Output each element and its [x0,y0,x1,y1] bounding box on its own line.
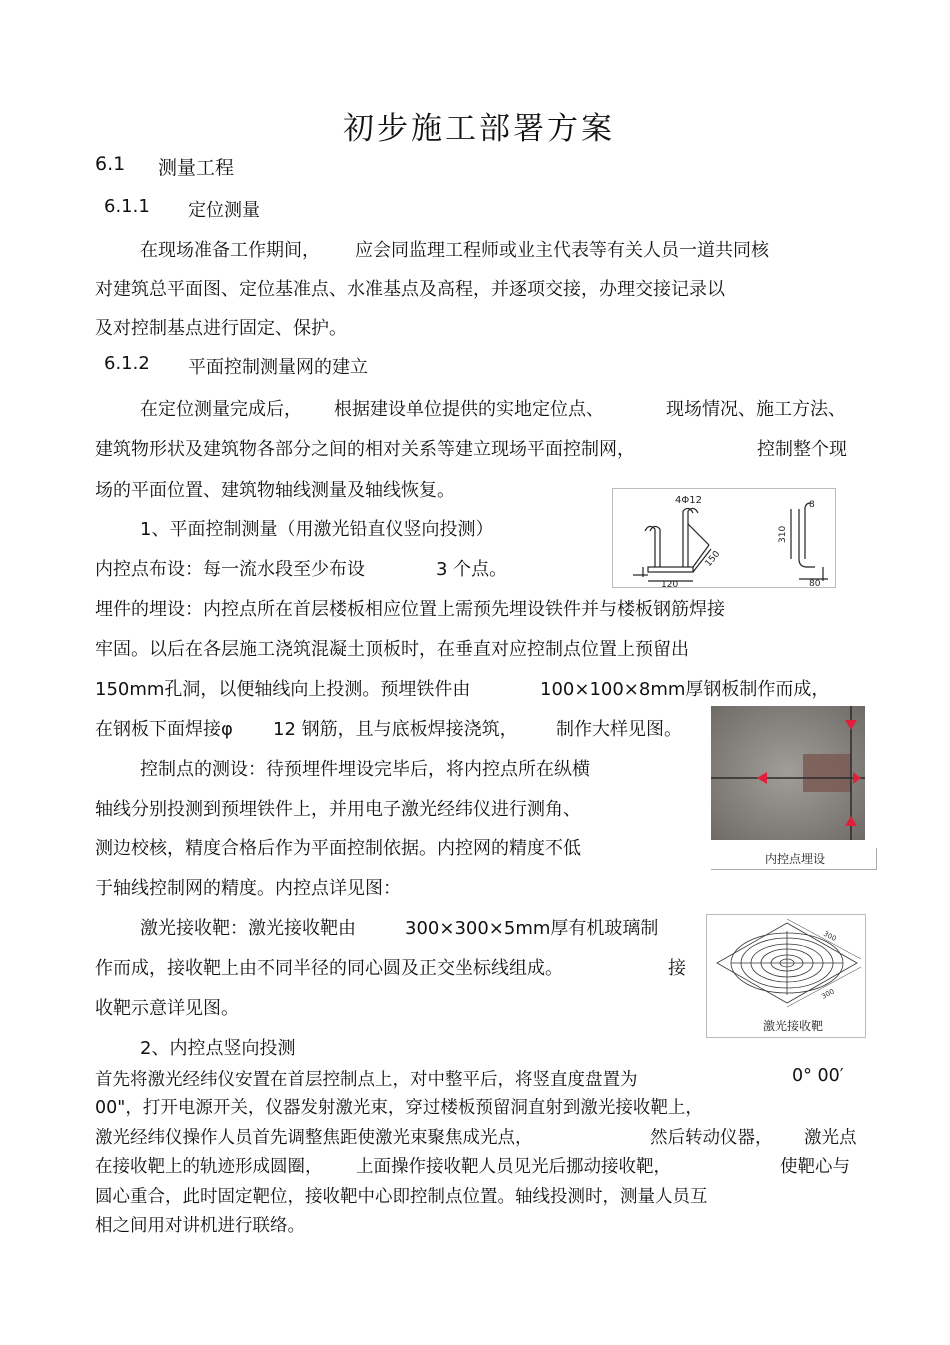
paragraph-line: 上面操作接收靶人员见光后挪动接收靶， [356,1157,671,1177]
paragraph-line: 使靶心与 [780,1157,850,1177]
laser-target-caption: 激光接收靶 [763,1019,824,1033]
paragraph-line: 场的平面位置、建筑物轴线测量及轴线恢复。 [95,480,455,501]
section-6-1-2-title: 平面控制测量网的建立 [188,357,368,378]
fig1-label-rebar: 4Φ12 [675,495,702,506]
paragraph-line: 在现场准备工作期间， [140,240,320,261]
paragraph-line: 12 钢筋，且与底板焊接浇筑， [273,719,518,740]
fig1-label-8: 8 [809,500,815,510]
paragraph-line: 牢固。以后在各层施工浇筑混凝土顶板时，在垂直对应控制点位置上预留出 [95,639,689,660]
paragraph-line: 在接收靶上的轨迹形成圆圈， [95,1157,323,1177]
section-6-1-title: 测量工程 [158,157,235,179]
fig1-label-120: 120 [661,580,679,587]
target-dim-1: 300 [822,929,838,944]
paragraph-line: 建筑物形状及建筑物各部分之间的相对关系等建立现场平面控制网， [95,439,635,460]
embedded-point-photo-drawing [711,706,865,840]
page-title: 初步施工部署方案 [343,111,615,147]
paragraph-line: 应会同监理工程师或业主代表等有关人员一道共同核 [355,240,769,261]
paragraph-line: 于轴线控制网的精度。内控点详见图： [95,878,401,899]
embedded-point-caption: 内控点埋设 [765,852,826,866]
paragraph-line: 激光经纬仪操作人员首先调整焦距使激光束聚焦成光点， [95,1128,533,1148]
section-6-1-1-title: 定位测量 [188,200,260,221]
paragraph-line: 在钢板下面焊接φ [95,719,233,740]
embedded-plate-drawing [613,489,835,587]
paragraph-line: 埋件的埋设：内控点所在首层楼板相应位置上需预先埋设铁件并与楼板钢筋焊接 [95,599,725,620]
embedded-point-photo [711,706,865,840]
paragraph-line: 0° 00′ [792,1066,844,1086]
paragraph-line: 3 个点。 [436,559,508,580]
paragraph-line: 收靶示意详见图。 [95,998,239,1019]
paragraph-line: 激光点 [804,1128,857,1148]
laser-target-drawing [707,915,865,1015]
paragraph-line: 内控点布设：每一流水段至少布设 [95,559,365,580]
section-6-1-1-number: 6.1.1 [104,196,150,217]
paragraph-line: 制作大样见图。 [556,719,682,740]
list-item-1: 1、平面控制测量（用激光铅直仪竖向投测） [140,519,494,540]
section-6-1-number: 6.1 [95,153,126,175]
paragraph-line: 激光接收靶：激光接收靶由 [140,918,356,939]
paragraph-line: 对建筑总平面图、定位基准点、水准基点及高程，并逐项交接，办理交接记录以 [95,279,725,300]
paragraph-line: 轴线分别投测到预埋铁件上，并用电子激光经纬仪进行测角、 [95,799,581,820]
paragraph-line: 300×300×5mm厚有机玻璃制 [405,918,659,939]
paragraph-line: 作而成，接收靶上由不同半径的同心圆及正交坐标线组成。 [95,958,563,979]
paragraph-line: 圆心重合，此时固定靶位，接收靶中心即控制点位置。轴线投测时，测量人员互 [95,1187,708,1207]
fig1-label-150: 150 [703,549,723,569]
paragraph-line: 在定位测量完成后， [140,399,302,420]
list-item-2: 2、内控点竖向投测 [140,1038,296,1059]
target-dim-2: 300 [820,987,836,1001]
fig1-label-310: 310 [778,525,788,543]
section-6-1-2-number: 6.1.2 [104,353,150,374]
laser-target-figure [706,914,866,1038]
paragraph-line: 根据建设单位提供的实地定位点、 [334,399,604,420]
paragraph-line: 及对控制基点进行固定、保护。 [95,318,347,339]
paragraph-line: 测边校核，精度合格后作为平面控制依据。内控网的精度不低 [95,838,581,859]
paragraph-line: 150mm孔洞，以便轴线向上投测。预埋铁件由 [95,679,471,700]
fig1-label-80: 80 [809,579,821,587]
paragraph-line: 相之间用对讲机进行联络。 [95,1216,305,1236]
paragraph-line: 控制整个现 [757,439,847,460]
embedded-point-caption-box [711,848,877,870]
paragraph-line: 首先将激光经纬仪安置在首层控制点上，对中整平后，将竖直度盘置为 [95,1070,638,1090]
paragraph-line: 现场情况、施工方法、 [666,399,846,420]
paragraph-line: 然后转动仪器， [650,1128,773,1148]
paragraph-line: 控制点的测设：待预埋件埋设完毕后，将内控点所在纵横 [140,759,590,780]
paragraph-line: 100×100×8mm厚钢板制作而成， [540,679,830,700]
paragraph-line: 接 [668,958,686,979]
paragraph-line: 00"，打开电源开关，仪器发射激光束，穿过楼板预留洞直射到激光接收靶上， [95,1098,703,1118]
embedded-plate-detail-figure [612,488,836,588]
